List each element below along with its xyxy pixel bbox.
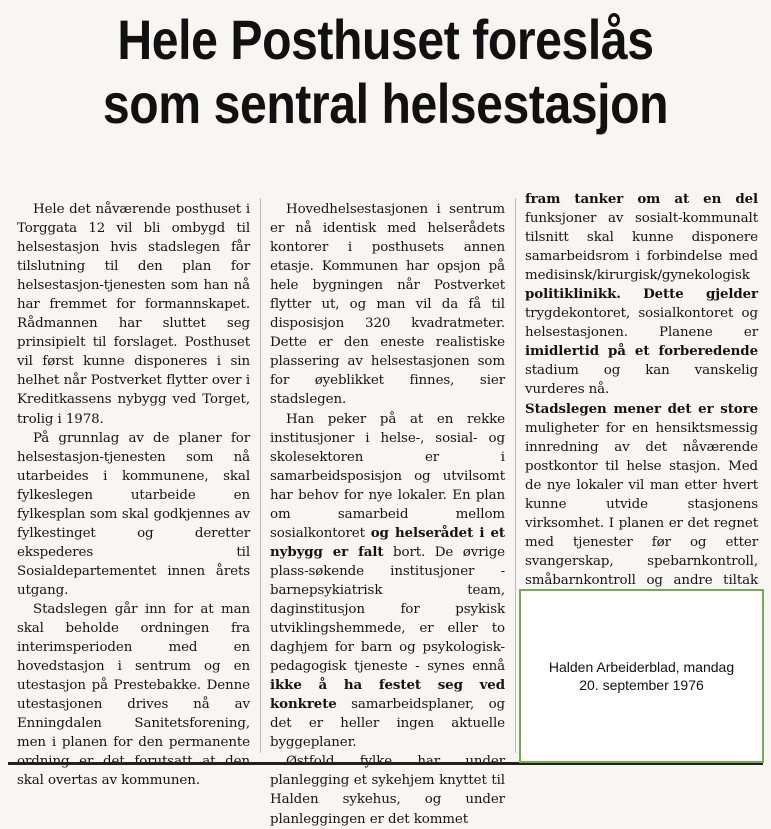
paragraph <box>525 400 758 610</box>
bold-text-run: Stadslegen mener det er store <box>525 400 758 417</box>
bold-text-run: fram tanker om at en del <box>525 191 758 207</box>
paragraph: planlegging et sykehjem knyttet til Halden sykehus, og under planleggingen er det kommet <box>270 773 505 827</box>
text-run: trygdekontoret, sosialkontoret og helsestasjonen. Planene er <box>525 306 758 341</box>
source-caption-box <box>519 589 764 763</box>
column-divider <box>515 198 516 753</box>
text-run: Han peker på at en rekke institusjoner i helse-, sosial- og skolesektoren er i samarbeidsposisjon og utvilsomt har behov for nye lokaler. En plan om samarbeid mellom sosialkontoret <box>270 411 505 541</box>
source-caption-line-1: Halden Arbeiderblad, mandag <box>548 659 735 675</box>
paragraph: Hovedhelsestasjonen i sentrum er nå identisk med helserådets kontorer i posthusets annen etasje. Kommunen har opsjon på hele bygningen når Postverket flytter ut, og man vil da få til disposisjon 320 kvadratmeter. Dette er den eneste realistiske plassering av helsestasjonen som for øyeblikket finnes, sier stadslegen. <box>270 202 505 408</box>
article-column-1 <box>17 200 250 790</box>
text-run: stadium og kan vanskelig vurderes nå. <box>525 363 758 398</box>
text-run: samarbeidsplaner, og det er heller ingen aktuelle byggeplaner. <box>270 697 505 751</box>
headline <box>54 8 717 136</box>
text-run: funksjoner av sosialt-kommunalt tilsnitt skal kunne disponere samarbeidsrom i forbindelse med medisinsk/kirurgisk/gynekologisk <box>525 211 758 284</box>
paragraph <box>270 410 505 753</box>
bold-text-run: og helserådet i et nybygg er falt <box>270 524 505 560</box>
paragraph: På grunnlag av de planer for helsestasjon-tjenesten som nå utarbeides i kommunene, skal fylkeslegen utarbeide en fylkesplan som skal godkjennes av fylkestinget og deretter ekspederes til Sosialdepartementet innen årets utgang. <box>17 430 250 598</box>
bold-text-run: ikke å ha festet seg ved konkrete <box>270 677 505 713</box>
headline-line-1: Hele Posthuset foreslås <box>117 8 654 71</box>
article-column-2 <box>270 200 505 829</box>
text-run: muligheter for en hensiktsmessig innredning av det nåværende postkontor til helse stasjon. Med de nye lokaler vil man etter hvert kunne utvide stasjonens virksomhet. I planen er det regnet med tjenester før og etter svangerskap, spebarnkontroll, småbarnkontroll og andre tiltak <box>525 420 758 588</box>
paragraph <box>525 190 758 400</box>
paragraph: Hele det nåværende posthuset i Torggata 12 vil bli ombygd til helsestasjon hvis stadslegen får tilslutning til den plan for helsestasjon-tjenesten som han nå har fremmet for formannskapet. Rådmannen har sluttet seg prinsipielt til forslaget. Posthuset vil først kunne disponeres i sin helhet når Postverket flytter over i Kreditkassens nybygg ved Torget, trolig i 1978. <box>17 202 250 427</box>
paragraph: Stadslegen går inn for at man skal beholde ordningen fra interimsperioden med en hovedstasjon i sentrum og en utestasjon på Prestebakke. Denne utestasjonen drives nå av Enningdalen Sanitetsforening, men i planen for den permanente skal overtas av kommunen. <box>17 601 250 789</box>
text-run: bort. De øvrige plass-søkende institusjoner - barnepsykiatrisk team, daginstitusjon for psykisk utviklingshemmede, er eller to daghjem for barn og psykologisk-pedagogisk tjeneste - synes ennå <box>270 544 506 675</box>
headline-line-2: som sentral helsestasjon <box>102 72 669 135</box>
source-caption-line-2: 20. september 1976 <box>579 677 704 693</box>
bold-text-run: imidlertid på et forberedende <box>525 343 758 360</box>
bold-text-run: politiklinikk. Dette gjelder <box>525 286 758 303</box>
article-column-3 <box>525 190 758 609</box>
column-divider <box>260 198 261 753</box>
